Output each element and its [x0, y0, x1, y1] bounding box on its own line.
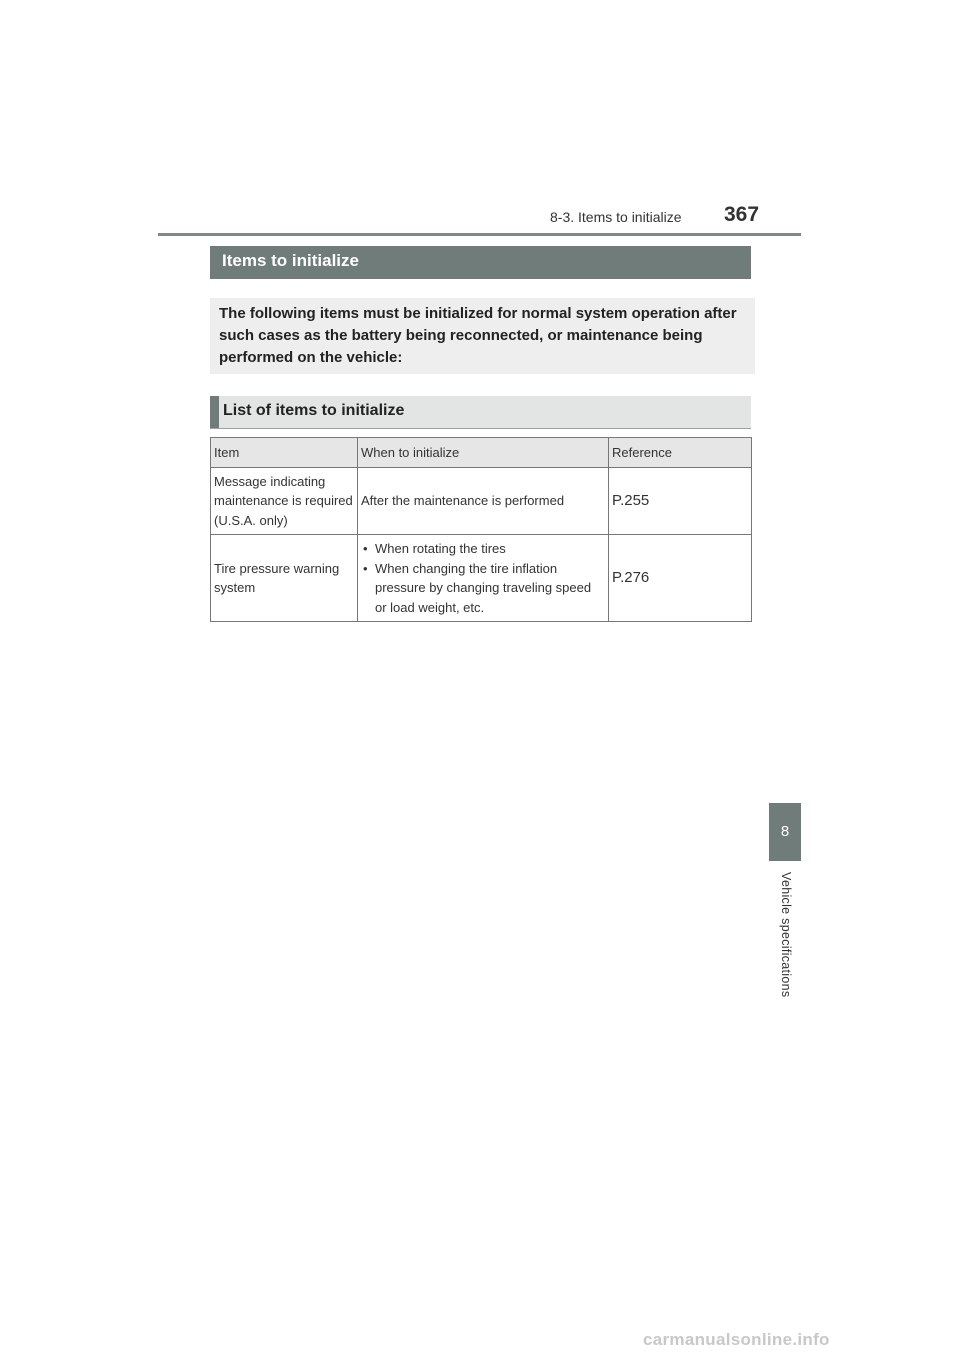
cell-item: Message indicating maintenance is required (U.S.A. only) — [211, 468, 358, 535]
bullet-item: • When changing the tire inflation pressure by changing traveling speed or load weight, etc. — [361, 559, 605, 618]
table-row — [211, 535, 752, 622]
page-number: 367 — [724, 203, 760, 226]
column-header-item: Item — [211, 438, 358, 468]
table-header-row — [211, 438, 752, 468]
header-section-title: 8-3. Items to initialize — [550, 209, 682, 225]
bullet-item: • When rotating the tires — [361, 539, 605, 559]
cell-reference: P.276 — [609, 535, 752, 622]
initialize-table — [210, 437, 752, 622]
subheading-underline — [210, 428, 751, 429]
intro-box: The following items must be initialized for normal system operation after such cases as the battery being reconnected, or maintenance being performed on the vehicle: — [210, 298, 755, 374]
header-rule — [158, 233, 801, 236]
cell-item: Tire pressure warning system — [211, 535, 358, 622]
column-header-when: When to initialize — [358, 438, 609, 468]
chapter-tab: 8 — [769, 803, 801, 861]
when-bullet-list — [361, 539, 605, 617]
cell-when — [358, 535, 609, 622]
watermark: carmanualsonline.info — [643, 1330, 830, 1349]
cell-when: After the maintenance is performed — [358, 468, 609, 535]
subheading-bar: List of items to initialize — [210, 396, 751, 428]
chapter-label: Vehicle specifications — [779, 872, 793, 998]
section-title-bar: Items to initialize — [210, 246, 751, 279]
column-header-reference: Reference — [609, 438, 752, 468]
cell-reference: P.255 — [609, 468, 752, 535]
table-row — [211, 468, 752, 535]
